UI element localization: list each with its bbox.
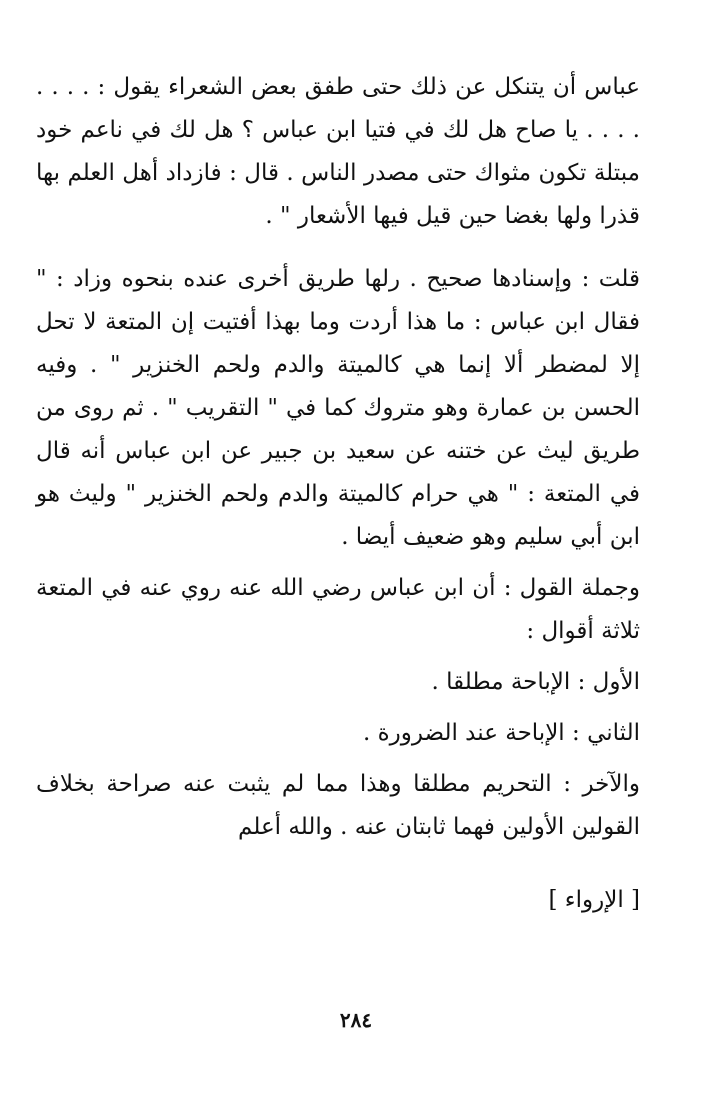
paragraph-third-opinion: والآخر : التحريم مطلقا وهذا مما لم يثبت عنه صراحة بخلاف القولين الأولين فهما ثابتان عنه . والله أعلم: [36, 771, 640, 840]
paragraph-second-opinion: الثاني : الإباحة عند الضرورة .: [362, 720, 640, 746]
source-reference: [ الإرواء ]: [548, 887, 640, 913]
page-number: ٢٨٤: [339, 1008, 373, 1032]
paragraph-poem-narration: عباس أن يتنكل عن ذلك حتى طفق بعض الشعراء يقول : . . . . . . . . يا صاح هل لك في فتيا ابن عباس ؟ هل لك في ناعم خود مبتلة تكون مثواك حتى مصدر الناس . قال : فازداد أهل العلم بها قذرا ولها بغضا حين قيل فيها الأشعار " .: [36, 74, 640, 229]
body-text: [36, 66, 640, 922]
paragraph-isnad-commentary: قلت : وإسنادها صحيح . رلها طريق أخرى عنده بنحوه وزاد : " فقال ابن عباس : ما هذا أردت وما بهذا أفتيت إن المتعة لا تحل إلا لمضطر ألا إنما هي كالميتة والدم ولحم الخنزير " . وفيه الحسن بن عمارة وهو متروك كما في " التقريب " . ثم روى من طريق ليث عن ختنه عن سعيد بن جبير عن ابن عباس أنه قال في المتعة : " هي حرام كالميتة والدم ولحم الخنزير " وليث هو ابن أبي سليم وهو ضعيف أيضا .: [36, 266, 640, 550]
paragraph-summary: وجملة القول : أن ابن عباس رضي الله عنه روي عنه في المتعة ثلاثة أقوال :: [36, 575, 640, 644]
paragraph-first-opinion: الأول : الإباحة مطلقا .: [431, 669, 640, 695]
